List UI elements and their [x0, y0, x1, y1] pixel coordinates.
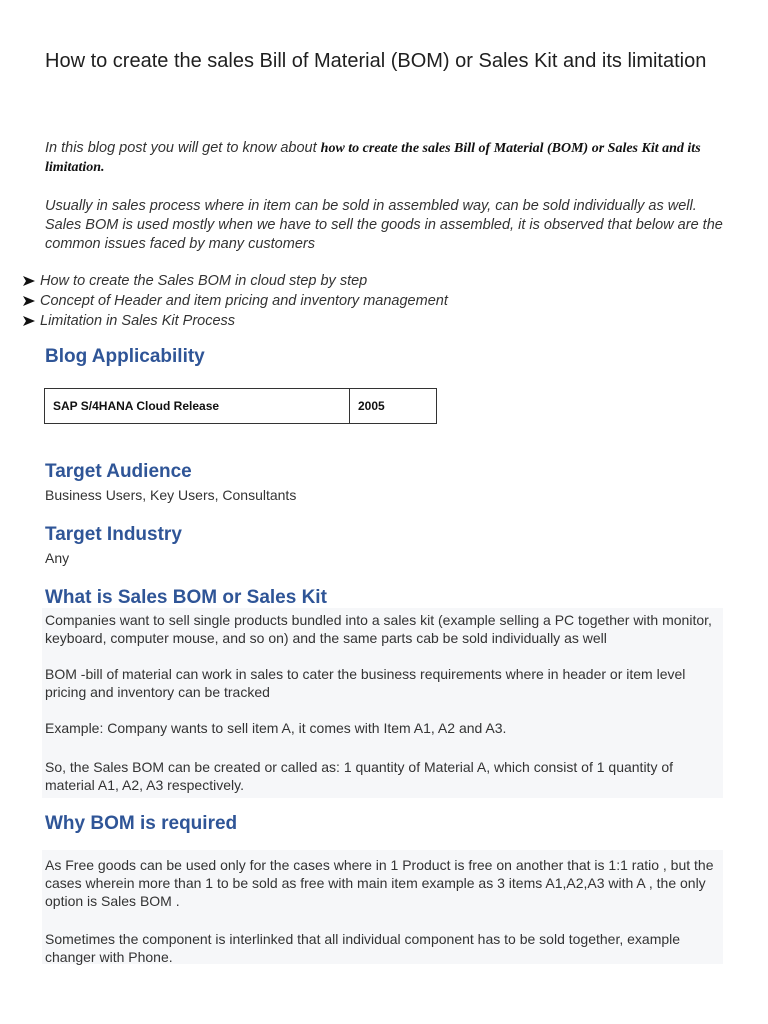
release-table: [44, 388, 437, 424]
audience-text: Business Users, Key Users, Consultants: [45, 487, 297, 503]
list-item-text: Concept of Header and item pricing and inventory management: [40, 293, 448, 309]
context-paragraph: Usually in sales process where in item can be sold in assembled way, can be sold individually as well. Sales BOM is used mostly when we have to sell the goods in assembled, it is observed that below are the common issues faced by many customers: [45, 198, 723, 252]
table-row: [45, 389, 437, 424]
what-is-paragraph: So, the Sales BOM can be created or called as: 1 quantity of Material A, which consist of 1 quantity of material A1, A2, A3 respectively.: [45, 759, 674, 793]
industry-text: Any: [45, 550, 70, 566]
table-cell-value: 2005: [350, 389, 437, 424]
arrow-bullet-icon: [23, 276, 35, 286]
issues-list: [23, 271, 723, 331]
applicability-heading: Blog Applicability: [45, 346, 205, 367]
what-is-heading: What is Sales BOM or Sales Kit: [45, 587, 327, 608]
why-paragraph: Sometimes the component is interlinked that all individual component has to be sold together, example changer with Phone.: [45, 931, 681, 965]
industry-heading: Target Industry: [45, 524, 182, 545]
what-is-paragraph: Companies want to sell single products bundled into a sales kit (example selling a PC together with monitor, keyboard, computer mouse, and so on) and the same parts cab be sold individually as well: [45, 612, 712, 646]
audience-heading: Target Audience: [45, 461, 192, 482]
arrow-bullet-icon: [23, 296, 35, 306]
intro-lead: In this blog post you will get to know about: [45, 140, 321, 156]
what-is-paragraph: Example: Company wants to sell item A, it comes with Item A1, A2 and A3.: [45, 720, 507, 736]
list-item-text: Limitation in Sales Kit Process: [40, 313, 236, 329]
arrow-bullet-icon: [23, 316, 35, 326]
intro-paragraph: [45, 139, 725, 177]
list-item: [23, 271, 723, 291]
list-item-text: How to create the Sales BOM in cloud step by step: [40, 273, 368, 289]
why-heading: Why BOM is required: [45, 813, 238, 834]
list-item: [23, 311, 723, 331]
intro-emphasis: how to create the sales Bill of Material (BOM) or Sales Kit and its limitation.: [45, 141, 701, 175]
page-title: How to create the sales Bill of Material (BOM) or Sales Kit and its limitation: [45, 50, 707, 72]
table-cell-label: SAP S/4HANA Cloud Release: [45, 389, 350, 424]
what-is-paragraph: BOM -bill of material can work in sales to cater the business requirements where in header or item level pricing and inventory can be tracked: [45, 666, 686, 700]
list-item: [23, 291, 723, 311]
why-paragraph: As Free goods can be used only for the cases where in 1 Product is free on another that is 1:1 ratio , but the cases wherein more than 1 to be sold as free with main item example as 3 items A1,A2,A3 with A , the only option is Sales BOM .: [45, 857, 714, 909]
